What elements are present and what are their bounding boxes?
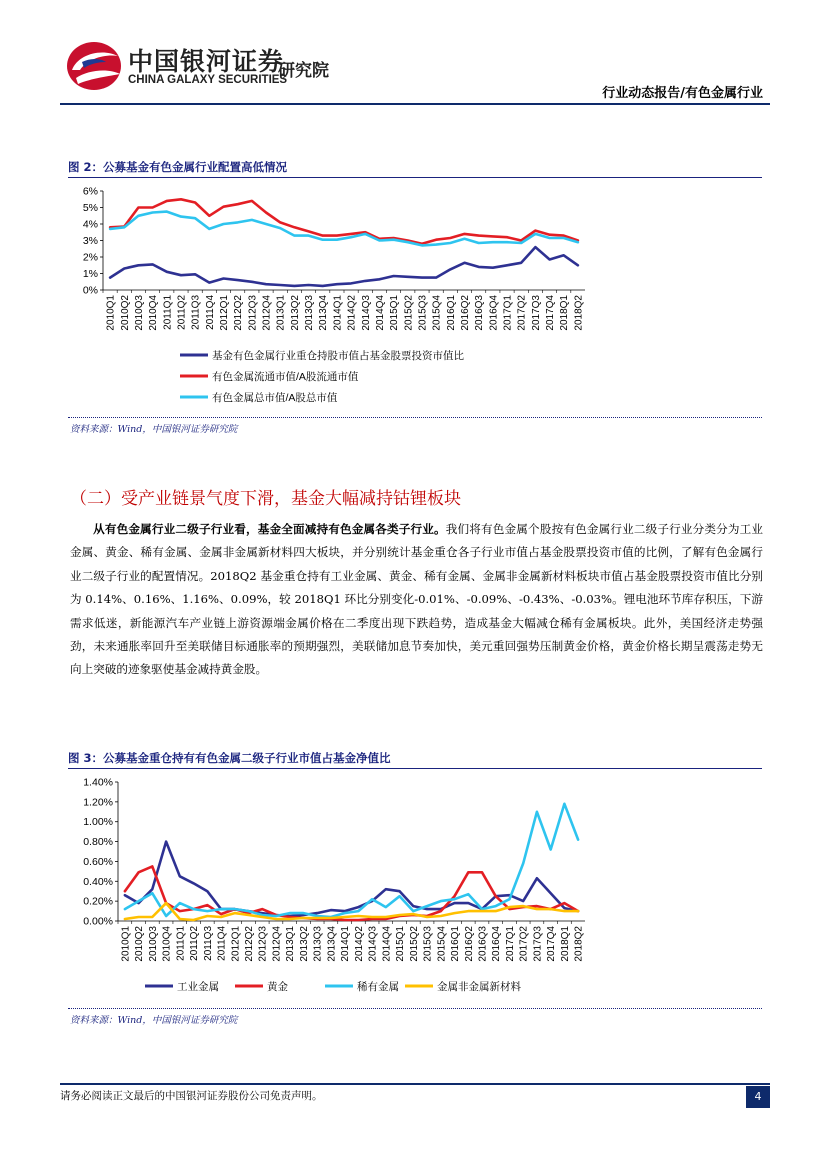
section-title: （二）受产业链景气度下滑，基金大幅减持钴锂板块 bbox=[70, 489, 461, 509]
fig2-x-tick-label: 2011Q1 bbox=[162, 295, 174, 330]
fig2-x-tick-label: 2014Q2 bbox=[346, 295, 358, 331]
fig2-x-tick-label: 2010Q4 bbox=[148, 295, 160, 331]
figure2-caption: 图 2：公募基金有色金属行业配置高低情况 bbox=[68, 160, 288, 174]
fig3-x-tick-label: 2015Q3 bbox=[422, 926, 434, 962]
fig3-x-tick-label: 2013Q2 bbox=[298, 926, 310, 962]
fig2-x-tick-label: 2013Q2 bbox=[289, 295, 301, 331]
footer-disclaimer: 请务必阅读正文最后的中国银河证券股份公司免责声明。 bbox=[60, 1090, 323, 1102]
fig3-series-line-1 bbox=[125, 842, 578, 916]
fig2-x-tick-label: 2010Q3 bbox=[133, 295, 145, 331]
fig2-legend-label: 有色金属总市值/A股总市值 bbox=[212, 392, 338, 404]
fig3-x-tick-label: 2014Q3 bbox=[367, 926, 379, 962]
fig2-y-tick-label: 4% bbox=[82, 218, 98, 231]
fig2-x-tick-label: 2013Q3 bbox=[304, 295, 316, 331]
fig3-x-tick-label: 2012Q1 bbox=[230, 926, 242, 962]
page-number: 4 bbox=[746, 1086, 770, 1108]
fig3-series-line-3 bbox=[125, 804, 578, 917]
fig2-y-tick-label: 5% bbox=[82, 202, 98, 214]
fig2-x-tick-label: 2012Q2 bbox=[233, 295, 245, 331]
fig3-x-tick-label: 2011Q4 bbox=[216, 926, 228, 961]
fig2-x-tick-label: 2011Q4 bbox=[204, 295, 216, 330]
fig3-x-tick-label: 2017Q1 bbox=[504, 926, 516, 962]
fig2-x-tick-label: 2015Q2 bbox=[403, 295, 415, 331]
fig2-x-tick-label: 2016Q2 bbox=[460, 295, 471, 331]
fig3-x-tick-label: 2015Q1 bbox=[395, 926, 407, 962]
fig3-x-tick-label: 2014Q1 bbox=[340, 926, 352, 962]
fig3-y-tick-label: 0.40% bbox=[83, 875, 113, 888]
fig3-x-tick-label: 2010Q4 bbox=[161, 926, 173, 962]
fig2-x-tick-label: 2016Q4 bbox=[488, 295, 500, 331]
fig2-x-tick-label: 2011Q2 bbox=[176, 295, 188, 330]
fig3-y-tick-label: 1.20% bbox=[83, 796, 113, 809]
figure2-chart bbox=[60, 178, 770, 414]
fig2-x-tick-label: 2010Q2 bbox=[119, 295, 131, 331]
fig3-x-tick-label: 2012Q3 bbox=[257, 926, 269, 962]
fig3-y-tick-label: 0.20% bbox=[83, 895, 113, 908]
galaxy-logo-icon bbox=[66, 40, 124, 92]
fig3-y-tick-label: 1.40% bbox=[83, 776, 113, 789]
fig2-x-tick-label: 2012Q3 bbox=[247, 295, 259, 331]
fig3-x-tick-label: 2013Q3 bbox=[312, 926, 324, 962]
fig3-x-tick-label: 2010Q1 bbox=[120, 926, 132, 962]
fig2-x-tick-label: 2012Q4 bbox=[261, 295, 273, 331]
fig2-y-tick-label: 0% bbox=[82, 284, 98, 297]
fig3-x-tick-label: 2018Q1 bbox=[559, 926, 571, 962]
fig3-legend-label: 金属非金属新材料 bbox=[437, 981, 521, 993]
fig2-legend-label: 基金有色金属行业重仓持股市值占基金股票投资市值比 bbox=[212, 350, 464, 362]
fig2-x-tick-label: 2014Q4 bbox=[374, 295, 386, 331]
fig2-x-tick-label: 2015Q4 bbox=[431, 295, 443, 331]
fig2-x-tick-label: 2013Q4 bbox=[318, 295, 330, 331]
fig3-x-tick-label: 2010Q2 bbox=[134, 926, 146, 962]
fig3-x-tick-label: 2015Q4 bbox=[436, 926, 448, 962]
logo-english-name: CHINA GALAXY SECURITIES bbox=[128, 74, 288, 86]
fig2-x-tick-label: 2015Q1 bbox=[389, 295, 401, 331]
fig3-legend-label: 稀有金属 bbox=[357, 981, 399, 993]
fig2-x-tick-label: 2013Q1 bbox=[275, 295, 287, 331]
fig3-legend-label: 工业金属 bbox=[177, 981, 219, 993]
fig2-x-tick-label: 2018Q2 bbox=[573, 295, 585, 331]
fig2-x-tick-label: 2018Q1 bbox=[559, 295, 571, 331]
fig2-x-tick-label: 2011Q3 bbox=[190, 295, 202, 330]
fig3-x-tick-label: 2016Q4 bbox=[491, 926, 503, 962]
figure3-source-rule bbox=[68, 1008, 762, 1009]
fig3-x-tick-label: 2014Q2 bbox=[353, 926, 365, 962]
fig2-y-tick-label: 3% bbox=[82, 235, 98, 247]
fig2-legend-label: 有色金属流通市值/A股流通市值 bbox=[212, 371, 359, 383]
fig2-x-tick-label: 2016Q1 bbox=[445, 295, 457, 331]
fig2-x-tick-label: 2014Q1 bbox=[332, 295, 344, 331]
figure3-chart bbox=[60, 770, 770, 1004]
fig3-x-tick-label: 2017Q2 bbox=[518, 926, 530, 962]
fig3-y-tick-label: 1.00% bbox=[83, 816, 113, 829]
fig3-x-tick-label: 2015Q2 bbox=[408, 926, 420, 962]
fig3-y-tick-label: 0.00% bbox=[83, 915, 113, 928]
figure3-caption-rule bbox=[68, 768, 762, 769]
fig3-x-tick-label: 2014Q4 bbox=[381, 926, 393, 962]
report-title: 行业动态报告/有色金属行业 bbox=[602, 86, 763, 101]
fig2-x-tick-label: 2012Q1 bbox=[219, 295, 230, 331]
fig3-x-tick-label: 2018Q2 bbox=[573, 926, 585, 962]
section-body bbox=[70, 518, 763, 682]
fig3-x-tick-label: 2011Q3 bbox=[202, 926, 214, 961]
fig3-x-tick-label: 2013Q1 bbox=[285, 926, 297, 962]
figure2-source-rule bbox=[68, 417, 762, 418]
section-paragraph: 我们将有色金属个股按有色金属行业二级子行业分类分为工业金属、黄金、稀有金属、金属非金属新材料四大板块，并分别统计基金重仓各子行业市值占基金股票投资市值的比例，了解有色金属行业二级子行业的配置情况。2018Q2 基金重仓持有工业金属、黄金、稀有金属、金属非金属新材料板块市值占基金股票投资市值比分别为 0.14%、0.16%、1.16%、0.09%，较 2018Q1 环比分别变化-0.01%、-0.09%、-0.43%、-0.03%。锂电池环节库存积压，下游需求低迷，新能源汽车产业链上游资源端金属价格在二季度出现下跌趋势，造成基金大幅减仓稀有金属板块。此外，美国经济走势强劲，未来通胀率回升至美联储目标通胀率的预期强烈，美联储加息节奏加快，美元重回强势压制黄金价格，黄金价格长期呈震荡走势无向上突破的迹象驱使基金减持黄金股。 bbox=[70, 522, 763, 677]
fig2-y-tick-label: 2% bbox=[82, 251, 98, 264]
fig2-x-tick-label: 2017Q3 bbox=[530, 295, 542, 331]
fig3-legend-label: 黄金 bbox=[267, 981, 288, 993]
fig2-x-tick-label: 2017Q1 bbox=[502, 295, 514, 331]
fig2-series-line-2 bbox=[110, 199, 578, 244]
fig3-y-tick-label: 0.80% bbox=[83, 836, 113, 849]
fig3-x-tick-label: 2016Q2 bbox=[463, 926, 475, 962]
section-lead: 从有色金属行业二级子行业看，基金全面减持有色金属各类子行业。 bbox=[93, 522, 446, 536]
figure3-source: 资料来源：Wind，中国银河证券研究院 bbox=[70, 1015, 238, 1026]
fig3-x-tick-label: 2017Q4 bbox=[546, 926, 558, 962]
fig3-x-tick-label: 2013Q4 bbox=[326, 926, 338, 962]
fig2-x-tick-label: 2017Q4 bbox=[545, 295, 557, 331]
fig3-x-tick-label: 2011Q2 bbox=[189, 926, 201, 961]
fig3-x-tick-label: 2010Q3 bbox=[147, 926, 159, 962]
fig2-x-tick-label: 2010Q1 bbox=[105, 295, 117, 331]
fig3-x-tick-label: 2011Q1 bbox=[175, 926, 187, 961]
fig3-y-tick-label: 0.60% bbox=[83, 855, 113, 868]
fig2-series-line-1 bbox=[110, 247, 578, 286]
figure3-caption: 图 3：公募基金重仓持有有色金属二级子行业市值占基金净值比 bbox=[68, 751, 391, 765]
fig3-x-tick-label: 2016Q1 bbox=[450, 926, 462, 962]
fig3-x-tick-label: 2012Q2 bbox=[243, 926, 255, 962]
logo-research-institute: 研究院 bbox=[278, 61, 329, 81]
logo-chinese-name: 中国银河证券 bbox=[128, 47, 285, 76]
fig2-y-tick-label: 1% bbox=[82, 268, 98, 280]
fig2-x-tick-label: 2014Q3 bbox=[360, 295, 372, 331]
fig2-x-tick-label: 2016Q3 bbox=[474, 295, 486, 331]
fig2-series-line-3 bbox=[110, 212, 578, 246]
footer-divider bbox=[60, 1083, 770, 1085]
logo bbox=[66, 38, 366, 96]
fig3-x-tick-label: 2016Q3 bbox=[477, 926, 489, 962]
fig2-x-tick-label: 2017Q2 bbox=[516, 295, 528, 331]
fig3-x-tick-label: 2017Q3 bbox=[532, 926, 544, 962]
fig3-x-tick-label: 2012Q4 bbox=[271, 926, 283, 962]
fig2-x-tick-label: 2015Q3 bbox=[417, 295, 429, 331]
header-divider bbox=[60, 103, 770, 105]
fig2-y-tick-label: 6% bbox=[82, 185, 98, 198]
figure2-source: 资料来源：Wind，中国银河证券研究院 bbox=[70, 424, 238, 435]
